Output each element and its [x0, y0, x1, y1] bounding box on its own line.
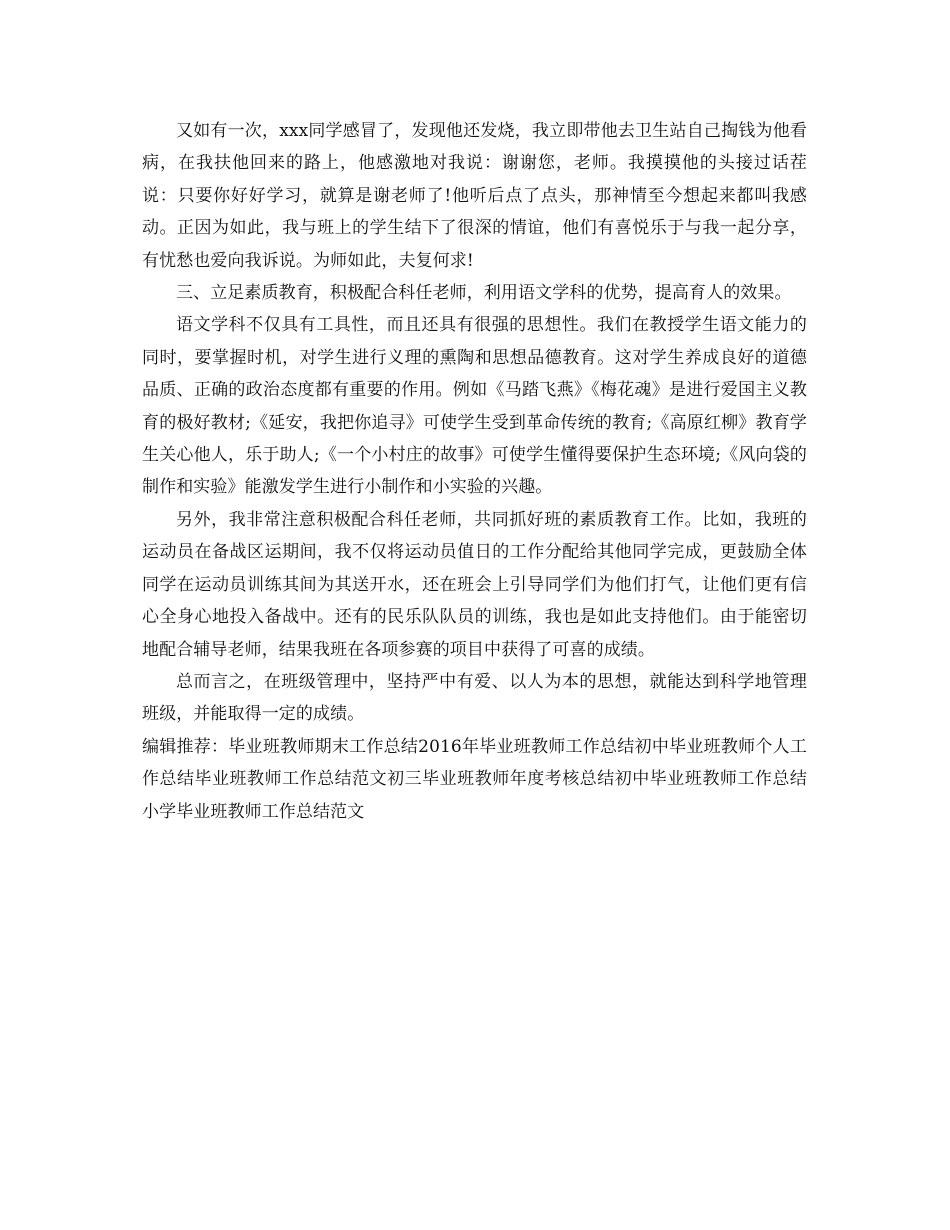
editor-recommendation: 编辑推荐：毕业班教师期末工作总结2016年毕业班教师工作总结初中毕业班教师个人工作总结毕业班教师工作总结范文初三毕业班教师年度考核总结初中毕业班教师工作总结小学毕业班教师工作总结范文 — [142, 736, 807, 822]
document-body — [142, 115, 807, 828]
section-heading-quality-education: 三、立足素质教育，积极配合科任老师，利用语文学科的优势，提高育人的效果。 — [176, 283, 792, 304]
paragraph-conclusion: 总而言之，在班级管理中，坚持严中有爱、以人为本的思想，就能达到科学地管理班级，并能取得一定的成绩。 — [142, 671, 807, 725]
paragraph-illness-anecdote: 又如有一次，xxx同学感冒了，发现他还发烧，我立即带他去卫生站自己掏钱为他看病，在我扶他回来的路上，他感激地对我说：谢谢您，老师。我摸摸他的头接过话茬说：只要你好好学习，就算是谢老师了!他听后点了点头，那神情至今想起来都叫我感动。正因为如此，我与班上的学生结下了很深的情谊，他们有喜悦乐于与我一起分享，有忧愁也爱向我诉说。为师如此，夫复何求! — [142, 121, 807, 271]
paragraph-cooperation: 另外，我非常注意积极配合科任老师，共同抓好班的素质教育工作。比如，我班的运动员在备战区运期间，我不仅将运动员值日的工作分配给其他同学完成，更鼓励全体同学在运动员训练其间为其送开水，还在班会上引导同学们为他们打气，让他们更有信心全身心地投入备战中。还有的民乐队队员的训练，我也是如此支持他们。由于能密切地配合辅导老师，结果我班在各项参赛的项目中获得了可喜的成绩。 — [142, 509, 807, 660]
paragraph-chinese-subject: 语文学科不仅具有工具性，而且还具有很强的思想性。我们在教授学生语文能力的同时，要掌握时机，对学生进行义理的熏陶和思想品德教育。这对学生养成良好的道德品质、正确的政治态度都有重要的作用。例如《马踏飞燕》《梅花魂》是进行爱国主义教育的极好教材;《延安，我把你追寻》可使学生受到革命传统的教育;《高原红柳》教育学生关心他人，乐于助人;《一个小村庄的故事》可使学生懂得要保护生态环境;《风向袋的制作和实验》能激发学生进行小制作和小实验的兴趣。 — [142, 315, 807, 498]
